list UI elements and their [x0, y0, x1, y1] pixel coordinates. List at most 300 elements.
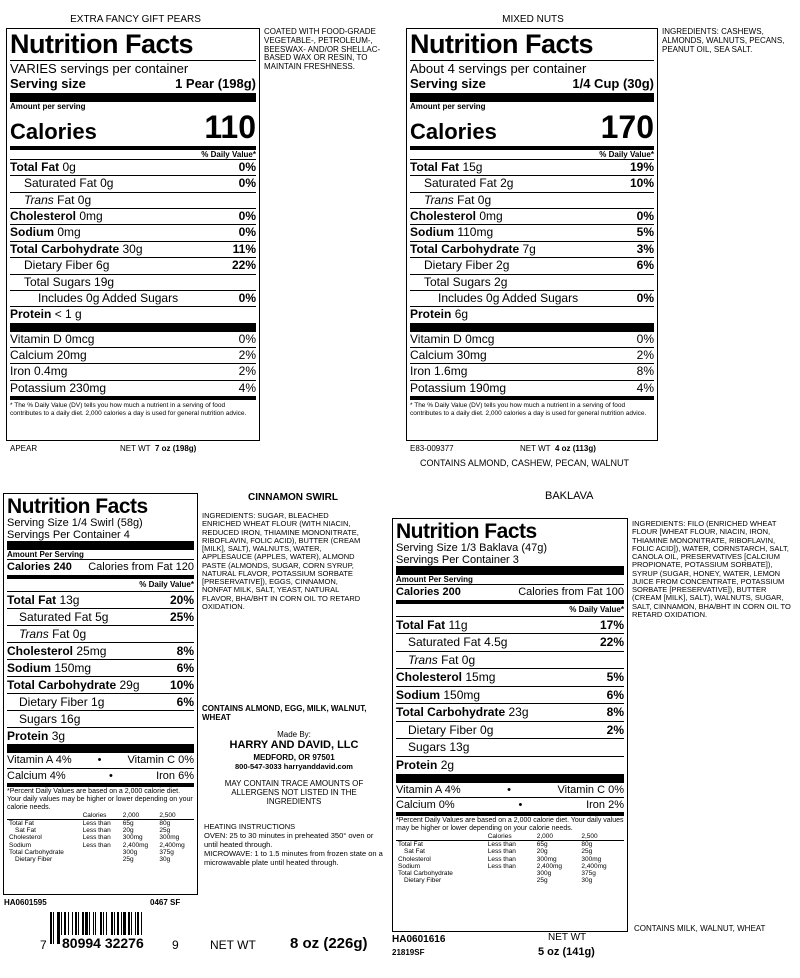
nutrient-name: Protein — [7, 729, 49, 744]
nutrient-name: Cholesterol — [410, 209, 477, 224]
company-name: HARRY AND DAVID, LLC — [229, 739, 359, 751]
dv-table-cell — [81, 849, 121, 856]
dv-table-cell: Cholesterol — [398, 855, 431, 863]
dv-table-row — [396, 856, 624, 863]
nutrient-name: Total Carbohydrate — [7, 677, 117, 692]
nutrient-amount: 110mg — [457, 225, 494, 240]
daily-values-table — [7, 812, 194, 863]
vitamin-dv: 2% — [608, 798, 624, 811]
vitamin-dv: 6% — [178, 769, 194, 782]
calories-value: 110 — [204, 109, 256, 145]
nutrient-row — [7, 642, 194, 659]
servings-per-container: Servings Per Container 4 — [7, 529, 130, 541]
dv-table-cell: 300g — [536, 869, 552, 877]
footnote: *Percent Daily Values are based on a 2,000 calorie diet. Your daily values may be higher or lower depending on your calorie needs. — [396, 817, 624, 833]
swirl-net-weight: 8 oz (226g) — [290, 935, 368, 952]
nutrient-dv: 5% — [636, 225, 654, 240]
nutrient-name: Cholesterol — [7, 643, 74, 658]
dv-table-cell: 80g — [159, 820, 171, 828]
dv-table-cell: Calories — [82, 812, 107, 820]
serving-size-row — [10, 76, 256, 91]
vitamin-name: Vitamin C — [127, 754, 176, 767]
baklava-product-title: BAKLAVA — [545, 490, 594, 502]
nutrient-name: Cholesterol — [10, 209, 77, 224]
nutrient-name: Total Carbohydrate — [396, 705, 506, 720]
calories-row — [10, 111, 256, 143]
dv-table-cell: 375g — [581, 869, 596, 877]
vitamin-row — [410, 363, 654, 379]
nutrient-label — [396, 722, 493, 739]
nuts-allergen-statement: CONTAINS ALMOND, CASHEW, PECAN, WALNUT — [420, 458, 630, 468]
amount-per-serving-label: Amount per serving — [10, 102, 86, 111]
vitamin-row — [410, 380, 654, 396]
nutrient-name-suffix: Fat 0g — [48, 626, 87, 641]
nutrient-amount: 4.5g — [484, 635, 508, 650]
vitamin-row — [410, 347, 654, 363]
nutrient-label — [7, 609, 108, 625]
dv-table-cell — [486, 870, 535, 877]
nutrient-name: Sodium — [10, 225, 54, 240]
nutrient-dv: 17% — [599, 617, 624, 632]
calories-value: 170 — [600, 109, 654, 145]
amount-per-serving-label: Amount per serving — [410, 102, 486, 111]
nutrient-name: Total Carbohydrate — [410, 241, 520, 256]
nutrient-amount: 2g — [500, 176, 514, 191]
vitamin-name: Vitamin D 0mcg — [410, 331, 495, 346]
nutrient-label — [7, 728, 65, 744]
nutrient-label — [7, 660, 91, 676]
company-city: MEDFORD, OR 97501 — [253, 753, 335, 762]
nutrient-dv: 25% — [169, 609, 194, 624]
nutrient-dv: 22% — [599, 635, 624, 650]
dv-table-cell: 25g — [159, 827, 171, 835]
pears-coating-note: COATED WITH FOOD-GRADE VEGETABLE-, PETROLEUM-, BEESWAX- AND/OR SHELLAC-BASED WAX OR RESIN, TO MAINTAIN FRESHNESS. — [264, 27, 381, 72]
nutrient-row — [396, 703, 624, 721]
company-contact: 800-547-3033 harryanddavid.com — [235, 762, 353, 771]
vitamin-name: Iron — [156, 769, 176, 782]
nutrient-label — [10, 258, 109, 273]
calories-label: Calories — [410, 119, 497, 144]
dv-table-row — [7, 856, 194, 863]
nutrient-name: Includes 0g Added Sugars — [438, 290, 579, 305]
vitamin-dv: 0% — [608, 783, 624, 796]
nutrient-label — [10, 242, 143, 257]
dv-table-row — [7, 842, 194, 849]
nutrient-name: Protein — [396, 757, 438, 772]
nutrient-label — [10, 291, 178, 306]
vitamin-dv: 2% — [636, 347, 654, 362]
nutrient-amount: 3g — [51, 729, 66, 744]
nutrient-name-suffix: Fat 0g — [453, 192, 492, 207]
medium-divider — [410, 396, 654, 400]
serving-size: Serving Size 1/4 Swirl (58g) — [7, 517, 143, 529]
dv-table-row — [7, 827, 194, 834]
nutrient-row — [410, 306, 654, 322]
footnote: *Percent Daily Values are based on a 2,000 calorie diet. Your daily values may be higher or lower depending on your calorie needs. — [7, 787, 193, 811]
vitamin-bullet: • — [507, 783, 512, 796]
vitamin-dv: 4% — [444, 783, 461, 796]
nutrient-name: Total Fat — [10, 160, 60, 174]
vitamin-left — [7, 769, 66, 783]
nutrient-dv: 0% — [238, 290, 256, 305]
daily-value-header: % Daily Value* — [569, 605, 624, 615]
barcode-right-digit: 9 — [172, 938, 179, 952]
baklava-code-2: 21819SF — [392, 948, 425, 957]
nutrient-dv: 11% — [232, 241, 256, 256]
vitamin-row — [7, 768, 194, 783]
vitamin-dv: 2% — [238, 347, 256, 362]
medium-divider — [10, 396, 256, 400]
baklava-net-weight-label: NET WT — [548, 932, 587, 943]
nutrient-row — [10, 192, 256, 208]
vitamin-row — [10, 347, 256, 363]
baklava-nutrition-panel — [392, 518, 628, 932]
nutrient-row — [10, 175, 256, 191]
vitamin-dv: 2% — [238, 364, 256, 379]
vitamin-row — [410, 332, 654, 347]
nutrient-amount: 2g — [494, 274, 508, 289]
nutrient-dv: 0% — [636, 209, 654, 224]
nutrient-row — [396, 738, 624, 756]
thick-divider — [410, 323, 654, 332]
nutrient-name: Includes 0g Added Sugars — [38, 290, 179, 305]
baklava-net-weight: 5 oz (141g) — [538, 946, 595, 958]
nutrient-name: Total Fat — [410, 160, 460, 174]
daily-values-table — [396, 833, 624, 884]
vitamin-dv: 4% — [55, 754, 72, 767]
nutrient-row — [10, 208, 256, 224]
nutrient-amount: 150mg — [443, 687, 481, 702]
nutrient-row — [396, 756, 624, 774]
nutrient-row — [10, 306, 256, 322]
nutrient-row — [7, 625, 194, 642]
nutrient-name: Trans — [424, 192, 454, 207]
dv-table-cell: 25g — [122, 855, 134, 863]
swirl-nutrition-panel — [3, 493, 198, 895]
dv-table-row — [7, 834, 194, 841]
nutrient-amount: 0g — [62, 160, 76, 174]
vitamin-bullet: • — [97, 754, 102, 767]
nutrient-label — [396, 687, 480, 704]
dv-table-cell: 20g — [122, 827, 134, 835]
nutrient-amount: 15mg — [465, 670, 496, 685]
nutrient-row — [410, 175, 654, 191]
nutrient-amount: 23g — [508, 705, 529, 720]
nutrient-label — [396, 634, 507, 651]
nutrient-label — [10, 209, 103, 224]
nutrient-label — [410, 242, 536, 257]
nutrient-row — [410, 257, 654, 273]
dv-table-cell: 2,500 — [581, 833, 598, 841]
nutrient-amount: < 1 g — [54, 307, 82, 322]
dv-table-cell: 65g — [122, 820, 134, 828]
nutrient-dv: 0% — [238, 209, 256, 224]
heating-microwave: MICROWAVE: 1 to 1.5 minutes from frozen state on a microwavable plate until heated through. — [204, 849, 383, 867]
nutrient-amount: 0mg — [479, 209, 503, 224]
dv-table-cell: Sat Fat — [15, 827, 36, 835]
nutrient-name: Total Carbohydrate — [10, 241, 120, 256]
serving-size-label: Serving size — [10, 76, 86, 91]
nutrient-dv: 6% — [606, 687, 624, 702]
nutrient-label — [396, 739, 469, 756]
nutrient-name: Sodium — [396, 687, 440, 702]
nutrient-name: Trans — [408, 652, 438, 667]
dv-table-cell: Dietary Fiber — [404, 877, 442, 885]
amount-per-serving-label: Amount Per Serving — [7, 550, 84, 559]
nutrient-dv: 8% — [606, 705, 624, 720]
vitamin-dv: 0% — [636, 331, 654, 346]
nutrient-amount: 13g — [449, 740, 470, 755]
nutrient-row — [396, 686, 624, 704]
dv-table-row — [396, 870, 624, 877]
vitamin-name: Vitamin A — [7, 754, 53, 767]
barcode-left-digit: 7 — [40, 938, 47, 952]
dv-table-cell: 300mg — [536, 855, 557, 863]
nutrient-label — [10, 225, 81, 240]
nutrient-dv: 3% — [636, 241, 654, 256]
nutrient-label — [10, 160, 76, 175]
dv-table-cell: Less than — [487, 855, 516, 863]
vitamin-right — [558, 783, 624, 797]
dv-table-cell: 2,000 — [122, 812, 140, 820]
vitamin-dv: 4% — [636, 380, 654, 395]
thick-divider — [410, 93, 654, 102]
nutrient-name: Dietary Fiber — [24, 258, 93, 273]
nutrient-dv: 6% — [176, 660, 194, 675]
vitamin-name: Potassium 230mg — [10, 380, 107, 395]
nutrient-label — [7, 694, 104, 710]
nutrient-name-suffix: Fat 0g — [437, 652, 476, 667]
nutrient-label — [410, 258, 509, 273]
nutrient-dv: 22% — [231, 258, 256, 273]
dv-table-cell: 25g — [536, 877, 548, 885]
nuts-nutrition-panel — [406, 28, 658, 441]
servings-per-container: About 4 servings per container — [410, 60, 654, 76]
dv-table-cell: 2,400mg — [159, 841, 185, 849]
dv-table-cell: Calories — [487, 833, 512, 841]
nutrient-row — [410, 241, 654, 257]
nutrient-dv: 0% — [636, 290, 654, 305]
swirl-code: HA0601595 — [4, 898, 47, 907]
nutrient-label — [7, 677, 140, 693]
nutrient-name: Sugars — [19, 712, 58, 727]
vitamin-row — [396, 797, 624, 812]
nutrient-amount: 6g — [454, 307, 469, 322]
allergen-warning: MAY CONTAIN TRACE AMOUNTS OF ALLERGENS NOT LISTED IN THE INGREDIENTS — [224, 779, 364, 806]
vitamin-right — [586, 798, 624, 812]
nutrient-row — [7, 659, 194, 676]
nutrient-amount: 15g — [462, 160, 483, 174]
servings-per-container: Servings Per Container 3 — [396, 554, 519, 566]
maker-block — [204, 730, 384, 806]
nutrient-dv: 20% — [169, 592, 194, 607]
vitamin-bullet: • — [518, 798, 523, 811]
dv-table-row — [396, 841, 624, 849]
nutrient-row — [10, 290, 256, 306]
nutrition-facts-heading: Nutrition Facts — [7, 495, 148, 518]
vitamin-row — [396, 783, 624, 797]
nutrient-dv: 19% — [629, 160, 654, 174]
nutrition-facts-heading: Nutrition Facts — [396, 520, 537, 543]
nutrient-label — [10, 176, 113, 191]
dv-table-row — [396, 877, 624, 884]
nutrient-name: Trans — [24, 192, 54, 207]
vitamin-name: Iron — [586, 798, 606, 811]
calories-from-fat: Calories from Fat 100 — [518, 586, 624, 598]
nutrient-amount: 0mg — [79, 209, 103, 224]
nutrient-dv: 0% — [238, 176, 256, 191]
dv-table-row — [396, 863, 624, 870]
nutrient-amount: 5g — [95, 609, 109, 624]
nutrient-dv: 10% — [169, 677, 194, 692]
nutrient-dv: 6% — [636, 258, 654, 273]
baklava-ingredients: INGREDIENTS: FILO (ENRICHED WHEAT FLOUR [WHEAT FLOUR, NIACIN, IRON, THIAMINE MONONITRATE, RIBOFLAVIN, FOLIC ACID]), WATER, CORNSTARCH, SALT, CANOLA OIL, PRESERVATIVES [CALCIUM PROPIONATE, POTASSIUM SORBATE]), SYRUP (SUGAR, HONEY, WATER, LEMON JUICE FROM CONCENTRATE, POTASSIUM SORBATE [PRESERVATIVE]), BUTTER (CREAM [MILK], SALT), WALNUTS, SUGAR, SALT, CINNAMON, BHA/BHT IN CORN OIL TO RETARD OXIDATION. — [632, 519, 791, 619]
vitamin-dv: 4% — [238, 380, 256, 395]
nutrient-label — [410, 193, 491, 208]
calories-row — [7, 559, 194, 575]
dv-table-cell: Less than — [487, 841, 516, 849]
thick-divider — [10, 323, 256, 332]
nutrient-row — [7, 693, 194, 710]
swirl-code-2: 0467 SF — [150, 898, 181, 907]
dv-table-cell: Less than — [487, 848, 516, 856]
nutrient-label — [396, 757, 454, 774]
nutrient-label — [7, 592, 79, 608]
vitamin-right — [128, 753, 194, 767]
dv-table-cell: Less than — [82, 834, 111, 842]
dv-table-cell: Dietary Fiber — [15, 855, 53, 863]
calories-label: Calories — [10, 119, 97, 144]
serving-size-value: 1 Pear (198g) — [175, 76, 256, 91]
vitamin-name: Calcium — [396, 798, 436, 811]
serving-size-value: 1/4 Cup (30g) — [572, 76, 654, 91]
dv-table-cell: 300g — [122, 848, 138, 856]
servings-per-container: VARIES servings per container — [10, 60, 256, 76]
nutrient-row — [7, 676, 194, 693]
nutrient-row — [410, 224, 654, 240]
vitamin-left — [396, 783, 461, 797]
nutrient-dv: 10% — [629, 176, 654, 191]
nutrient-name: Saturated Fat — [19, 609, 92, 624]
calories-value: Calories 200 — [396, 586, 461, 598]
nutrient-name: Trans — [19, 626, 49, 641]
dv-table-cell: 300mg — [581, 855, 602, 863]
dv-table-cell: 65g — [536, 841, 548, 849]
nutrient-label — [396, 704, 529, 721]
nutrient-name: Total Fat — [396, 617, 446, 632]
nutrient-name: Total Sugars — [424, 274, 491, 289]
dv-table-row — [7, 849, 194, 856]
nutrient-row — [410, 208, 654, 224]
thick-divider — [396, 566, 624, 575]
dv-table-cell: Less than — [82, 841, 111, 849]
nutrient-row — [7, 727, 194, 744]
nutrition-facts-heading: Nutrition Facts — [410, 29, 594, 59]
dv-table-cell: Less than — [82, 827, 111, 835]
dv-table-cell: 2,400mg — [122, 841, 149, 849]
nutrient-dv: 5% — [606, 670, 624, 685]
dv-table-cell: 25g — [581, 848, 593, 856]
calories-from-fat: Calories from Fat 120 — [88, 561, 194, 573]
vitamin-left — [7, 753, 72, 767]
nutrient-name-suffix: Fat 0g — [53, 192, 92, 207]
nutrient-label — [10, 275, 114, 290]
thick-divider — [7, 744, 194, 753]
nutrient-label — [410, 225, 493, 240]
pears-product-title: EXTRA FANCY GIFT PEARS — [70, 14, 201, 25]
nutrient-label — [7, 643, 106, 659]
nutrient-amount: 19g — [94, 274, 115, 289]
nutrient-name: Sugars — [408, 740, 447, 755]
nutrient-amount: 150mg — [54, 660, 92, 675]
baklava-code: HA0601616 — [392, 934, 446, 945]
dv-table-cell: Sodium — [398, 862, 421, 870]
heating-oven: OVEN: 25 to 30 minutes in preheated 350° oven or until heated through. — [204, 831, 374, 849]
dv-table-cell: 2,400mg — [536, 862, 563, 870]
nutrient-label — [410, 275, 507, 290]
nutrient-dv: 2% — [606, 722, 624, 737]
nutrient-name: Sodium — [7, 660, 51, 675]
daily-value-header: % Daily Value* — [139, 580, 194, 590]
calories-row — [396, 584, 624, 600]
nutrient-row — [10, 241, 256, 257]
dv-table-cell: 2,000 — [536, 833, 554, 841]
vitamin-name: Calcium 20mg — [10, 347, 87, 362]
thick-divider — [7, 541, 194, 550]
nutrient-label — [410, 209, 503, 224]
nutrient-dv: 0% — [238, 225, 256, 240]
nutrient-amount: 11g — [448, 617, 468, 632]
vitamin-bullet: • — [108, 769, 113, 782]
swirl-product-title: CINNAMON SWIRL — [248, 492, 338, 503]
nutrient-name: Saturated Fat — [24, 176, 97, 191]
dv-table-cell — [81, 856, 121, 863]
dv-table-cell — [486, 877, 535, 884]
barcode-digits: 80994 32276 — [62, 935, 144, 951]
nutrient-row — [410, 192, 654, 208]
dv-table-cell: 300mg — [122, 834, 143, 842]
pears-nutrition-panel — [6, 28, 260, 441]
nutrient-row — [10, 224, 256, 240]
dv-table-cell: 80g — [581, 841, 593, 849]
daily-value-header: % Daily Value* — [599, 150, 654, 159]
vitamin-name: Vitamin A — [396, 783, 442, 796]
nutrient-label — [410, 291, 578, 306]
vitamin-left — [396, 798, 455, 812]
nutrition-facts-heading: Nutrition Facts — [10, 29, 194, 59]
nutrient-amount: 1g — [91, 695, 105, 710]
nutrient-row — [7, 608, 194, 625]
dv-table-cell: Sodium — [9, 841, 32, 849]
swirl-ingredients: INGREDIENTS: SUGAR, BLEACHED ENRICHED WHEAT FLOUR (WITH NIACIN, REDUCED IRON, THIAMINE MONONITRATE, RIBOFLAVIN, FOLIC ACID), BUTTER (CREAM [MILK], SALT), WALNUTS, WATER, APPLESAUCE (APPLES, WATER), ALMOND PASTE (ALMONDS, SUGAR, CORN SYRUP, NATURAL FLAVOR, POTASSIUM SORBATE [PRESERVATIVE]), EGGS, CINNAMON, NONFAT MILK, SALT, YEAST, NATURAL FLAVOR, BHA/BHT IN CORN OIL TO RETARD OXIDATION. — [202, 511, 361, 611]
nutrient-row — [396, 651, 624, 669]
heating-instructions — [204, 822, 384, 867]
nutrient-name: Dietary Fiber — [424, 258, 493, 273]
vitamin-dv: 4% — [49, 769, 66, 782]
footnote: * The % Daily Value (DV) tells you how much a nutrient in a serving of food contributes to a daily diet. 2,000 calories a day is used for general nutrition advice. — [410, 402, 647, 417]
nutrient-label — [10, 193, 91, 208]
nutrient-row — [410, 274, 654, 290]
nutrient-dv: 6% — [176, 695, 194, 710]
vitamin-name: Iron 0.4mg — [10, 364, 68, 379]
nutrient-amount: 2g — [496, 258, 510, 273]
dv-table-cell — [396, 833, 486, 841]
nutrient-amount: 0mg — [57, 225, 81, 240]
vitamin-name: Iron 1.6mg — [410, 364, 468, 379]
nutrient-row — [396, 721, 624, 739]
nutrient-name: Sodium — [410, 225, 454, 240]
serving-size: Serving Size 1/3 Baklava (47g) — [396, 542, 548, 554]
